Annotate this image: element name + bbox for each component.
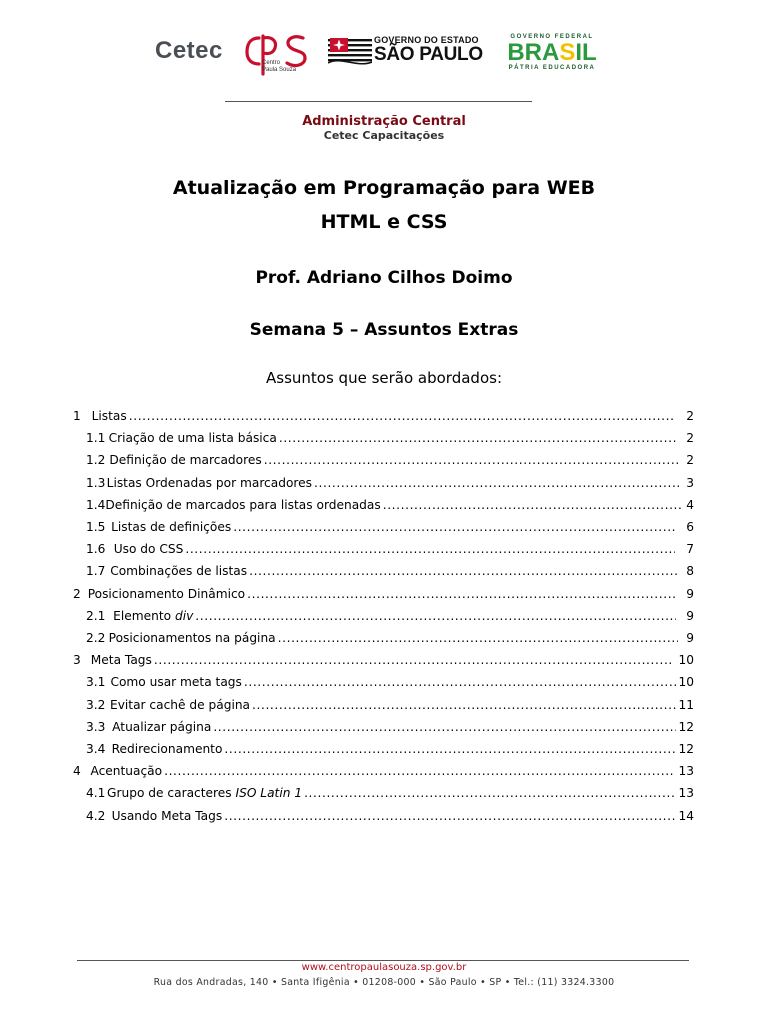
toc-entry[interactable] — [0, 538, 768, 560]
toc-entry-title: Atualizar página — [112, 719, 212, 734]
toc-entry-title: Usando Meta Tags — [111, 808, 223, 823]
week-heading: Semana 5 – Assuntos Extras — [249, 320, 519, 340]
footer-website-link[interactable]: www.centropaulasouza.sp.gov.br — [301, 962, 467, 973]
toc-entry-page: 9 — [686, 586, 694, 601]
toc-entry-title: Listas de definições — [111, 520, 232, 534]
toc-entry[interactable] — [0, 560, 768, 582]
toc-entry-title: Uso do CSS — [113, 542, 184, 557]
author-name: Prof. Adriano Cilhos Doimo — [255, 268, 513, 288]
toc-leader-dots — [154, 649, 674, 671]
toc-entry-number: 1.7 — [86, 564, 106, 579]
toc-entry-page: 12 — [678, 742, 694, 756]
toc-entry-number: 2 — [73, 586, 81, 601]
footer-divider — [77, 960, 689, 961]
toc-entry[interactable] — [0, 516, 768, 538]
toc-entry[interactable] — [0, 716, 768, 738]
toc-entry-number: 2.1 — [86, 608, 106, 623]
toc-entry-title: Definição de marcados para listas ordenadas — [105, 497, 381, 512]
sp-government-logo: GOVERNO DO ESTADO SÃO PAULO — [374, 35, 483, 65]
header-divider — [225, 101, 532, 102]
toc-entry-number: 4.2 — [86, 808, 106, 823]
toc-entry-title: Combinações de listas — [110, 564, 248, 579]
toc-entry-title: Criação de uma lista básica — [108, 431, 277, 446]
toc-entry[interactable] — [0, 782, 768, 804]
toc-entry-number: 1.1 — [86, 431, 106, 446]
toc-entry-page: 2 — [686, 409, 695, 423]
admin-subtitle: Cetec Capacitações — [323, 129, 445, 142]
toc-entry-number: 3.2 — [86, 697, 106, 712]
toc-entry[interactable] — [0, 494, 768, 516]
toc-entry-number: 1 — [73, 409, 81, 423]
toc-leader-dots — [244, 671, 677, 693]
toc-leader-dots — [164, 760, 674, 782]
toc-entry[interactable] — [0, 627, 768, 649]
toc-entry-page: 13 — [678, 764, 695, 779]
cps-logo-caption: Centro Paula Souza — [262, 60, 297, 73]
toc-entry-title: Evitar cachê de página — [110, 697, 251, 712]
toc-leader-dots — [224, 805, 676, 827]
toc-entry[interactable] — [0, 671, 768, 693]
toc-leader-dots — [383, 494, 682, 516]
toc-entry-page: 14 — [678, 808, 694, 823]
toc-leader-dots — [233, 516, 677, 538]
course-title: Atualização em Programação para WEB — [172, 177, 596, 199]
toc-entry[interactable] — [0, 694, 768, 716]
toc-entry-title: Como usar meta tags — [110, 675, 242, 690]
toc-entry-title: Definição de marcadores — [109, 453, 262, 468]
toc-entry-number: 1.5 — [86, 520, 106, 534]
toc-entry-number: 2.2 — [86, 631, 106, 645]
toc-entry-page: 8 — [686, 564, 694, 579]
toc-entry-page: 7 — [686, 542, 695, 557]
toc-leader-dots — [213, 716, 676, 738]
toc-entry[interactable] — [0, 760, 768, 782]
logo-bar — [0, 30, 768, 80]
brasil-wordmark: BRASIL — [507, 39, 597, 66]
toc-entry-page: 6 — [686, 520, 694, 534]
toc-entry-title: Listas Ordenadas por marcadores — [106, 475, 313, 490]
toc-entry[interactable] — [0, 427, 768, 449]
toc-entry-number: 4 — [73, 764, 81, 779]
toc-entry-title: Meta Tags — [90, 653, 152, 668]
toc-entry-title: Acentuação — [90, 764, 163, 779]
toc-leader-dots — [195, 605, 675, 627]
toc-entry-title: Elemento div — [113, 608, 194, 623]
toc-entry-title: Grupo de caracteres ISO Latin 1 — [107, 786, 303, 801]
footer-address: Rua dos Andradas, 140 • Santa Ifigênia • 01208-000 • São Paulo • SP • Tel.: (11) 3324.3300 — [153, 977, 615, 988]
toc-leader-dots — [185, 538, 675, 560]
sp-flag-icon — [328, 36, 372, 66]
toc-entry-number: 1.6 — [86, 542, 106, 557]
toc-entry-number: 3 — [73, 653, 81, 668]
toc-leader-dots — [314, 472, 679, 494]
toc-leader-dots — [249, 560, 677, 582]
toc-entry-title: Listas — [91, 409, 127, 423]
toc-entry-page: 3 — [686, 475, 694, 490]
toc-entry-page: 11 — [678, 697, 694, 712]
toc-leader-dots — [224, 738, 676, 760]
toc-entry-page: 10 — [678, 675, 694, 690]
toc-intro: Assuntos que serão abordados: — [266, 369, 502, 387]
toc-entry-page: 13 — [678, 786, 694, 801]
toc-entry-page: 9 — [686, 608, 694, 623]
toc-entry-page: 9 — [686, 631, 695, 645]
toc-leader-dots — [252, 694, 676, 716]
toc-leader-dots — [304, 782, 676, 804]
toc-entry-number: 3.1 — [86, 675, 106, 690]
toc-leader-dots — [264, 449, 678, 471]
toc-entry-title: Posicionamento Dinâmico — [87, 586, 246, 601]
course-subtitle: HTML e CSS — [320, 211, 448, 233]
toc-entry-number: 4.1 — [86, 786, 106, 801]
toc-entry[interactable] — [0, 605, 768, 627]
toc-entry-title: Posicionamentos na página — [108, 631, 276, 645]
toc-entry-page: 12 — [678, 719, 695, 734]
toc-entry-number: 1.4 — [86, 497, 106, 512]
toc-entry-number: 1.2 — [86, 453, 106, 468]
toc-entry-page: 2 — [686, 431, 694, 446]
toc-leader-dots — [278, 627, 679, 649]
toc-entry-page: 4 — [686, 497, 694, 512]
toc-leader-dots — [279, 427, 678, 449]
toc-leader-dots — [247, 583, 677, 605]
toc-entry[interactable] — [0, 449, 768, 471]
toc-leader-dots — [129, 405, 674, 427]
toc-entry[interactable] — [0, 405, 768, 427]
toc-entry[interactable] — [0, 738, 768, 760]
cetec-logo: Cetec — [155, 37, 223, 64]
toc-entry[interactable] — [0, 805, 768, 827]
toc-entry[interactable] — [0, 583, 768, 605]
toc-entry-page: 10 — [678, 653, 694, 668]
admin-title: Administração Central — [302, 114, 466, 129]
toc-entry[interactable] — [0, 649, 768, 671]
toc-entry-number: 3.4 — [86, 742, 106, 756]
toc-entry-number: 1.3 — [86, 475, 106, 490]
toc-entry-page: 2 — [686, 453, 694, 468]
toc-entry[interactable] — [0, 472, 768, 494]
toc-entry-title: Redirecionamento — [111, 742, 223, 756]
toc-entry-number: 3.3 — [86, 719, 106, 734]
brasil-logo: GOVERNO FEDERAL BRASIL PÁTRIA EDUCADORA — [502, 34, 604, 74]
